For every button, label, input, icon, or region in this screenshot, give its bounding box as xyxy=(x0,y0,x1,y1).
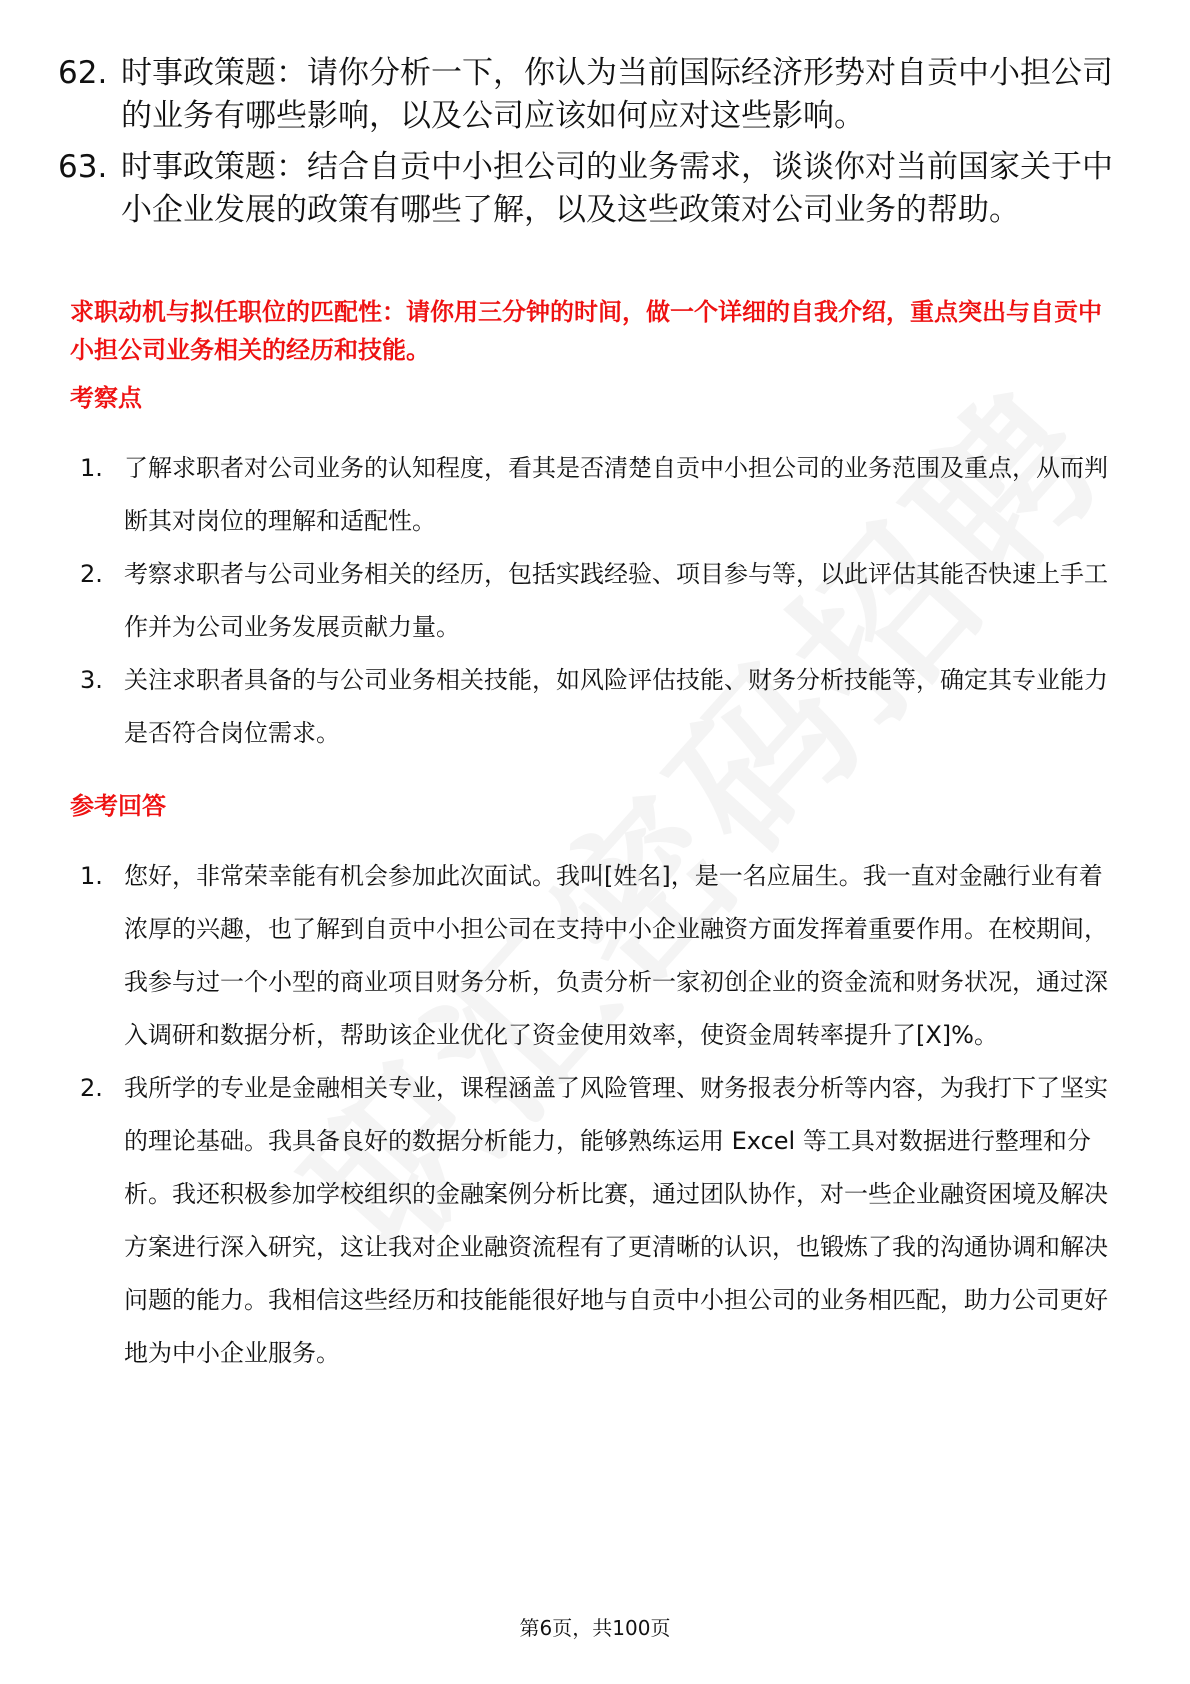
section-label-answer: 参考回答 xyxy=(70,792,166,820)
page-footer: 第6页，共100页 xyxy=(519,1616,671,1640)
list-item-number: 1. xyxy=(80,454,103,482)
assess-list xyxy=(80,442,1120,760)
list-item-text: 了解求职者对公司业务的认知程度，看其是否清楚自贡中小担公司的业务范围及重点，从而判断其对岗位的理解和适配性。 xyxy=(124,454,1108,535)
question-text: 时事政策题：请你分析一下，你认为当前国际经济形势对自贡中小担公司的业务有哪些影响，以及公司应该如何应对这些影响。 xyxy=(121,55,1113,134)
list-item xyxy=(80,1062,1120,1380)
list-item xyxy=(80,850,1120,1062)
list-item-text: 考察求职者与公司业务相关的经历，包括实践经验、项目参与等，以此评估其能否快速上手工作并为公司业务发展贡献力量。 xyxy=(124,560,1108,641)
list-item xyxy=(80,654,1120,760)
list-item xyxy=(80,548,1120,654)
list-item xyxy=(80,442,1120,548)
question-number: 62. xyxy=(58,55,108,91)
question-heading: 求职动机与拟任职位的匹配性：请你用三分钟的时间，做一个详细的自我介绍，重点突出与自贡中小担公司业务相关的经历和技能。 xyxy=(70,298,1102,364)
list-item-number: 1. xyxy=(80,862,103,890)
question-text: 时事政策题：结合自贡中小担公司的业务需求，谈谈你对当前国家关于中小企业发展的政策有哪些了解，以及这些政策对公司业务的帮助。 xyxy=(121,149,1113,228)
list-item-number: 2. xyxy=(80,1074,103,1102)
list-item-number: 3. xyxy=(80,666,103,694)
question-63 xyxy=(58,146,1118,232)
answer-list xyxy=(80,850,1120,1380)
list-item-text: 您好，非常荣幸能有机会参加此次面试。我叫[姓名]，是一名应届生。我一直对金融行业有着浓厚的兴趣，也了解到自贡中小担公司在支持中小企业融资方面发挥着重要作用。在校期间，我参与过一个小型的商业项目财务分析，负责分析一家初创企业的资金流和财务状况，通过深入调研和数据分析，帮助该企业优化了资金使用效率，使资金周转率提升了[X]%。 xyxy=(124,862,1108,1049)
list-item-text: 关注求职者具备的与公司业务相关技能，如风险评估技能、财务分析技能等，确定其专业能力是否符合岗位需求。 xyxy=(124,666,1108,747)
question-62 xyxy=(58,52,1118,138)
question-number: 63. xyxy=(58,149,108,185)
section-label-assess: 考察点 xyxy=(70,384,142,412)
list-item-text: 我所学的专业是金融相关专业，课程涵盖了风险管理、财务报表分析等内容，为我打下了坚实的理论基础。我具备良好的数据分析能力，能够熟练运用 Excel 等工具对数据进行整理和分析。我还积极参加学校组织的金融案例分析比赛，通过团队协作，对一些企业融资困境及解决方案进行深入研究，这让我对企业融资流程有了更清晰的认识，也锻炼了我的沟通协调和解决问题的能力。我相信这些经历和技能能很好地与自贡中小担公司的业务相匹配，助力公司更好地为中小企业服务。 xyxy=(124,1074,1108,1367)
list-item-number: 2. xyxy=(80,560,103,588)
